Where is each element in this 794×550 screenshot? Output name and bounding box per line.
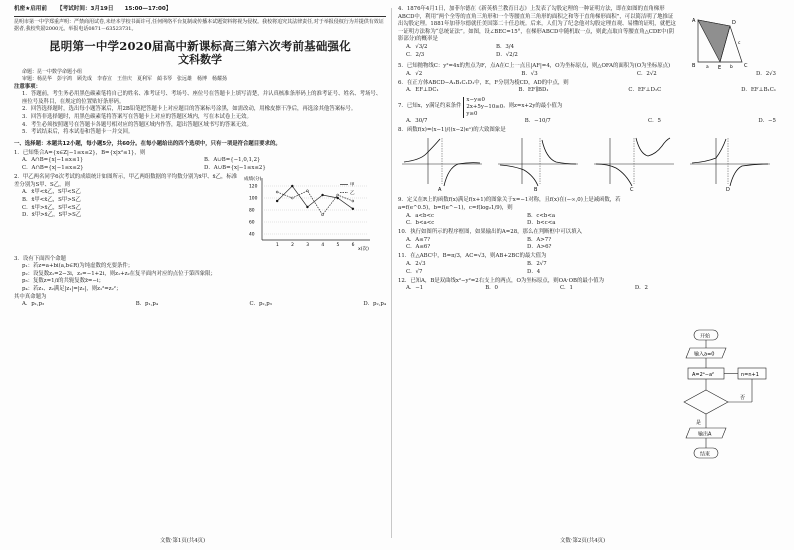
right-column [398,6,776,458]
q4-stem: 4．1876年4月1日，加菲尔德在《新英格兰教育日志》上发表了勾股定理的一种证明方法，即在如图的直角梯形ABCD中，利用“两个全等的直角三角形和一个等腰直角三角形的面积之和等于直角梯形面积”，可以简洁明了地推证出勾股定理。1881年加菲尔德就任美国第二十任总统。后来，人们为了纪念他对勾股定理直观、易懂的证明，就把这一证明方法称为“总统证法”。如图，设∠BEC=15°，在梯形ABCD中随机取一点，则此点取自等腰直角△CDE中(阴影部分)的概率是 [398,6,676,43]
graph-label-c: C [630,187,634,193]
data-point-jia [337,197,339,199]
label-e: E [718,65,722,71]
constraint-2: 2x+5y−10≥0 [466,103,504,110]
flow-end-label: 结束 [700,451,711,458]
data-point-yi [352,200,354,202]
option-c: C．x̄甲>x̄乙，S甲<S乙 [22,204,81,211]
option-a: A．√3/2 [406,43,428,50]
y-axis-label: 成绩(分) [244,177,262,183]
option-d: D．2 [634,285,648,292]
option-d: D．2√3 [755,70,776,77]
option-d: D．x̄甲>x̄乙，S甲>S乙 [22,212,82,219]
column-divider [391,8,392,538]
option-b: B．−10/7 [524,117,551,124]
proposer: 命题：昆一中数学命题小组 [22,68,83,75]
shaded-triangle [698,20,730,62]
question-2 [14,174,386,254]
data-point-jia [352,208,354,210]
q3-options [14,301,386,309]
option-d: D．√2/2 [496,51,518,58]
option-a: A．√2 [406,70,423,77]
flow-output-label: 输出A [698,431,712,438]
section-heading: 一、选择题：本题共12小题，每小题5分，共60分。在每小题给出的四个选项中，只有一项是符合题目要求的。 [14,140,281,147]
label-a: A [692,18,696,24]
data-point-jia [322,194,324,196]
y-tick-label: 100 [249,196,258,202]
q4-options [398,44,586,59]
trapezoid-figure [690,14,760,74]
q3-prop-1: p₁：若z=a+bi(a,b∈R)为纯虚数的充要条件； [22,263,134,270]
graph-label-a: A [438,187,442,193]
legend-jia: 甲 [350,183,355,189]
q6-options [398,87,776,95]
option-b: B．√3 [521,70,538,77]
instruction-item: 3．回答非选择题时，用黑色碳素笔将答案写在答题卡上对应的答题区域内，写在本试卷上无效。 [22,113,252,120]
instruction-item: 4．考生必须按照题号在答题卡各题号相对应的答题区域内作答，超出答题区域书写的答案无效。 [22,121,252,128]
label-lower-c: c [738,41,741,46]
constraint-3: y≥0 [466,110,478,117]
q3-prop-3: p₃：复数z=1/i的共轭复数z̄=−i； [22,278,105,285]
legend-yi: 乙 [350,191,355,197]
q7-tail: ，则z=x+2y的最小值为 [503,103,563,110]
option-b: B．A∪B={−1,0,1,2} [204,157,261,164]
option-b: B．x̄甲<x̄乙，S甲>S乙 [22,196,81,203]
graph-label-b: B [534,187,538,193]
q3-stem: 3．设有下面四个命题 [14,255,66,262]
option-a: A．x̄甲<x̄乙，S甲<S乙 [22,189,81,196]
option-c: C．5 [648,117,661,124]
option-b: B．EF∥BD₁ [518,87,549,94]
data-point-yi [322,214,324,216]
option-c: C．EF⊥D₁C [628,87,662,94]
option-c: C．b<a<c [406,220,435,227]
exam-meta [14,69,386,84]
option-a: A．p₁,p₃ [22,301,45,308]
graph-c [594,138,674,192]
flow-no-label: 否 [740,395,746,401]
option-b: B．p₁,p₄ [135,301,158,308]
y-tick-label: 40 [249,232,255,238]
instructions-heading: 注意事项： [14,83,41,90]
exam-title: 昆明第一中学2020届高中新课标高三第六次考前基础强化 [49,38,351,53]
graph-d [690,138,770,192]
option-d: D．EF⊥B₁C₁ [741,87,776,94]
x-tick-label: 3 [306,243,310,249]
data-point-yi [276,191,278,193]
program-flowchart [660,328,772,470]
y-tick-label: 120 [249,184,258,190]
question-12 [398,278,648,293]
q11-stem: 11．在△ABC中，B=π/3，AC=√3，则AB+2BC的最大值为 [398,253,547,260]
flow-inc-label: n=n+1 [741,372,759,378]
option-b: B．c<b<a [527,212,556,219]
label-c: C [744,63,748,69]
option-c: C．A∩B={x|−1≤x≤2} [22,165,84,172]
q6-stem: 6．在正方体ABCD−A₁B₁C₁D₁中，E，F分别为棱CD，AD的中点，则 [398,79,569,86]
question-1 [14,150,386,173]
constraint-1: x−y≤0 [466,96,485,103]
secret-mark: 机密★启用前 [14,6,47,12]
y-tick-label: 60 [249,220,255,226]
option-a: A．30/7 [406,117,428,124]
option-a: A．−1 [406,285,424,292]
instruction-item: 1．答题前，考生务必用黑色碳素笔将自己的姓名、准考证号、考场号、座位号在答题卡上填写清楚，并认真核准条形码上的准考证号、姓名、考场号、座位号及科目，在规定的位置贴好条形码。 [22,91,382,105]
q10-options [398,237,648,252]
graph-a [402,138,482,192]
option-b: B．0 [485,285,498,292]
header-rule [14,16,386,17]
score-line-chart [242,174,382,254]
q7-stem: 7．已知x，y满足约束条件 [398,103,462,110]
label-d: D [732,20,736,26]
question-9 [398,197,648,227]
option-d: D．A>6? [527,244,552,251]
function-graphs [398,134,774,192]
option-a: A．EF⊥DC₁ [406,87,439,94]
header-line [14,6,386,14]
option-a: A．A≤7? [406,236,431,243]
flow-decision [684,390,728,414]
q9-options [398,213,648,228]
data-point-jia [291,185,293,187]
x-tick-label: 5 [336,243,340,249]
data-point-jia [306,206,308,208]
option-d: D．4 [527,268,541,275]
question-7 [398,97,776,126]
left-column [14,6,386,309]
option-d: D．A∪B={x|−1≤x≤2} [204,165,266,172]
option-c: C．p₂,p₃ [249,301,272,308]
data-point-jia [276,200,278,202]
data-point-yi [337,194,339,196]
graph-b [498,138,578,192]
q10-stem: 10．执行如图所示的程序框图，如果输出的A=28，那么在判断框中可以填入 [398,229,582,236]
question-6 [398,80,776,95]
q1-options [14,157,386,172]
flow-calc-label: A=2ᵃ−a² [692,372,715,378]
q9-stem: 9．定义在R上的函数f(x)满足f(x+1)的图象关于x=−1对称，且f(x)在(−∞,0)上是减函数，若a=f(e^0.5)，b=f(e^−1)，c=f(log₂1/9)，则 [398,197,621,211]
q12-stem: 12．已知A，B是双曲线x²−y²=2右支上的两点，O为坐标原点，则OA·OB的最小值为 [398,277,604,284]
option-c: C．√7 [406,268,423,275]
question-10 [398,229,648,252]
option-d: D．−5 [758,117,776,124]
copyright-notice: 昆明市第一中学郑重声明：严禁商用试卷,未经本学校书面许可,任何网络平台复制或传播本试题资料将视为侵权。我校将追究其法律责任,对于举报侵权行为并提供有效证据者,我校奖励2000元。举报电话0871－63523731。 [14,18,384,32]
page-number-right: 文数·第2页(共4页) [560,538,606,544]
series-line-jia [277,186,353,209]
option-b: B．A>7? [527,236,552,243]
q1-stem: 1．已知集合A={x∈Z|−1≤x≤2}，B={x|x²≤1}，则 [14,149,146,156]
q5-stem: 5．已知抛物线C：y²=4x的焦点为F，点A在C上一点且|AF|=4，O为坐标原点，则△OFA的面积为(O为坐标原点) [398,63,671,70]
option-c: C．2√2 [636,70,657,77]
instruction-item: 2．回答选择题时，选出每小题答案后，用2B铅笔把答题卡上对应题目的答案标号涂黑，如需改动，用橡皮擦干净后，再选涂其他答案标号。 [22,106,357,113]
question-11 [398,253,648,276]
reviewers: 审题：杨昆华 彭宇鸿 顾先成 李春宣 王佳庆 夏利军 蔺书琴 张远雄 杨博 杨耀扬 [22,76,228,83]
q12-options [398,285,648,293]
y-tick-label: 80 [249,208,255,214]
option-d: D．p₂,p₄ [363,301,386,308]
q11-options [398,261,648,276]
flow-start-label: 开始 [700,333,711,340]
exam-time: 【考试时间：3月19日 15:00—17:00】 [56,6,172,12]
option-a: A．A∩B={x|−1≤x≤1} [22,157,84,164]
option-b: B．2√7 [527,261,547,268]
question-8 [398,127,776,196]
label-b: B [692,63,696,69]
q3-prop-4: p₄：若z₁、z₂满足|z₁|=|z₂|，则z₁²=z₂²； [22,286,122,292]
flow-yes-label: 是 [696,420,702,426]
option-d: D．b<c<a [527,220,556,227]
option-c: C．2/3 [406,51,425,58]
q7-system [463,97,503,118]
exam-subtitle: 文科数学 [178,52,222,66]
q7-options [398,118,776,126]
question-3 [14,256,386,309]
q8-stem: 8．函数f(x)=(x−1)/((x−2)eˣ)的大致图象是 [398,126,506,133]
option-c: C．1 [559,285,573,292]
x-tick-label: 1 [275,243,279,249]
option-a: A．a<b<c [406,212,435,219]
x-tick-label: 6 [351,243,355,249]
series-line-yi [277,191,353,215]
label-lower-b: b [730,65,733,70]
flow-input-label: 输入a=0 [694,351,715,358]
q3-tail: 其中真命题为 [14,293,47,300]
x-tick-label: 2 [291,243,294,249]
instructions [14,84,386,137]
option-a: A．2√3 [406,261,426,268]
option-c: C．A≤6? [406,244,431,251]
data-point-yi [291,197,293,199]
q3-prop-2: p₂：设复数z₁=2−3i，z₂=−1+2i，则z₁+z₂在复平面内对应的点位于第四象限； [22,270,216,277]
data-point-yi [306,190,308,192]
page-number-left: 文数·第1页(共4页) [160,538,206,544]
x-tick-label: 4 [321,243,325,249]
q2-stem: 2．甲乙两名同学6次考试的成绩统计如图所示，甲乙两组数据的平均数分别为x̄甲、x̄乙，标准差分别为S甲、S乙，则 [14,174,238,188]
label-lower-a: a [706,65,709,70]
graph-label-d: D [726,187,730,193]
x-axis-label: x(次) [358,247,369,253]
q2-options [14,189,142,219]
option-b: B．3/4 [496,43,515,50]
instruction-item: 5．考试结束后，将本试卷和答题卡一并交回。 [22,129,134,136]
